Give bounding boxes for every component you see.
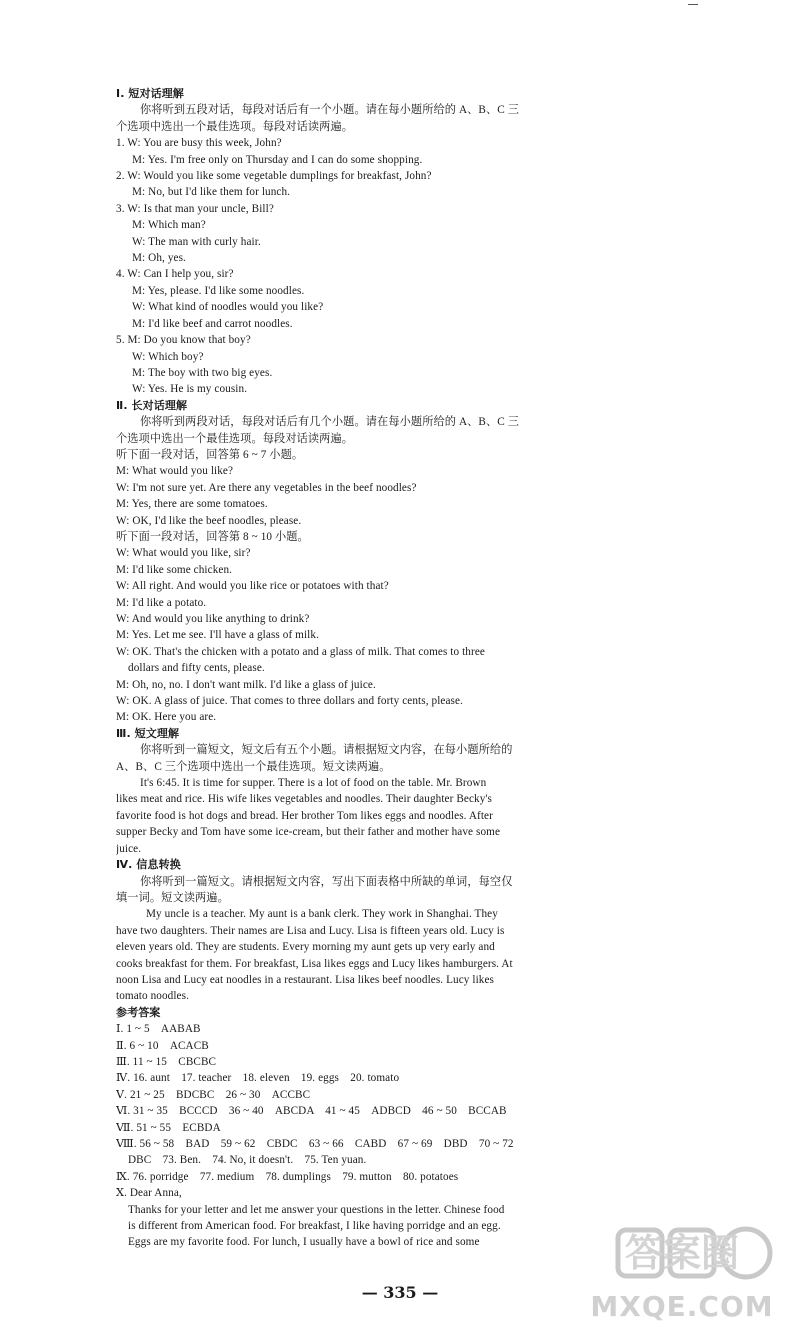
dialog-line: W: OK. That's the chicken with a potato and a glass of milk. That comes to three [116, 645, 485, 658]
passage-line: My uncle is a teacher. My aunt is a bank clerk. They work in Shanghai. They [146, 908, 498, 921]
dialog-line: W: The man with curly hair. [132, 235, 261, 248]
dialog-line: M: No, but I'd like them for lunch. [132, 186, 291, 199]
section2-heading: Ⅱ. 长对话理解 [116, 398, 188, 412]
answer-line: Ⅱ. 6 ~ 10 ACACB [116, 1039, 209, 1052]
watermark-logo-text: 答案圈 [624, 1231, 740, 1275]
dialog-line: M: I'd like some chicken. [116, 563, 233, 576]
dialog-line: W: Which boy? [132, 350, 204, 363]
passage-line: supper Becky and Tom have some ice-cream, but their father and mother have some [116, 826, 501, 839]
passage-line: have two daughters. Their names are Lisa and Lucy. Lisa is fifteen years old. Lucy is [116, 924, 505, 937]
section4-heading: Ⅳ. 信息转换 [116, 858, 181, 872]
dialog-line: W: I'm not sure yet. Are there any vegetables in the beef noodles? [116, 481, 417, 494]
document-body [116, 86, 656, 1251]
passage-line: likes meat and rice. His wife likes vegetables and noodles. Their daughter Becky's [116, 793, 492, 806]
watermark-logo [560, 1222, 796, 1326]
dialog-line: W: All right. And would you like rice or potatoes with that? [116, 580, 389, 593]
dialog-line: W: Yes. He is my cousin. [132, 383, 248, 396]
answer-line: Ⅷ. 56 ~ 58 BAD 59 ~ 62 CBDC 63 ~ 66 CABD 67 ~ 69 DBD 70 ~ 72 [116, 1138, 514, 1150]
dialog-line: 5. M: Do you know that boy? [116, 334, 251, 347]
letter-line: Thanks for your letter and let me answer your questions in the letter. Chinese food [128, 1203, 505, 1216]
dialog-line: 2. W: Would you like some vegetable dumplings for breakfast, John? [116, 170, 432, 183]
section1-instruction: 你将听到五段对话，每段对话后有一个小题。请在每小题所给的 A、B、C 三 [140, 104, 520, 117]
passage-line: tomato noodles. [116, 990, 189, 1003]
letter-line: Eggs are my favorite food. For lunch, I usually have a bowl of rice and some [128, 1236, 480, 1249]
dialog-line: M: The boy with two big eyes. [132, 366, 273, 379]
passage-line: It's 6:45. It is time for supper. There is a lot of food on the table. Mr. Brown [140, 777, 487, 790]
section3-heading: Ⅲ. 短文理解 [116, 726, 180, 740]
dialog-line: M: Oh, no, no. I don't want milk. I'd like a glass of juice. [116, 678, 376, 691]
dialog-line: W: What kind of noodles would you like? [132, 301, 324, 314]
letter-line: is different from American food. For breakfast, I like having porridge and an egg. [128, 1220, 501, 1233]
dialog-line: M: Which man? [132, 219, 206, 232]
dialog-line: dollars and fifty cents, please. [128, 662, 265, 675]
dialog-line: M: What would you like? [116, 465, 234, 478]
answer-line: Ⅴ. 21 ~ 25 BDCBC 26 ~ 30 ACCBC [116, 1088, 311, 1101]
answer-line: Ⅵ. 31 ~ 35 BCCCD 36 ~ 40 ABCDA 41 ~ 45 ADBCD 46 ~ 50 BCCAB [116, 1105, 507, 1118]
dialog-line: M: Yes, there are some tomatoes. [116, 498, 268, 511]
section2-subheading: 听下面一段对话，回答第 8 ~ 10 小题。 [116, 530, 309, 543]
dialog-line: 4. W: Can I help you, sir? [116, 268, 234, 281]
dialog-line: M: I'd like beef and carrot noodles. [132, 317, 293, 330]
answer-line: Ⅶ. 51 ~ 55 ECBDA [116, 1121, 221, 1134]
section1-heading: Ⅰ. 短对话理解 [116, 87, 184, 100]
section4-instruction: 填一词。短文读两遍。 [116, 891, 229, 904]
passage-line: eleven years old. They are students. Every morning my aunt gets up very early and [116, 941, 495, 954]
passage-line: cooks breakfast for them. For breakfast, Lisa likes eggs and Lucy likes hamburgers. At [116, 957, 513, 970]
dialog-line: W: And would you like anything to drink? [116, 613, 310, 625]
section2-instruction: 个选项中选出一个最佳选项。每段对话读两遍。 [116, 432, 354, 445]
passage-line: favorite food is hot dogs and bread. Her brother Tom likes eggs and noodles. After [116, 809, 493, 822]
dialog-line: M: Oh, yes. [132, 252, 186, 265]
section3-instruction: 你将听到一篇短文，短文后有五个小题。请根据短文内容，在每小题所给的 [140, 744, 513, 757]
dialog-line: M: Yes. Let me see. I'll have a glass of milk. [116, 629, 319, 642]
top-mark [688, 4, 698, 5]
section2-instruction: 你将听到两段对话，每段对话后有几个小题。请在每小题所给的 A、B、C 三 [140, 416, 520, 429]
answer-line: Ⅰ. 1 ~ 5 AABAB [116, 1023, 201, 1036]
page-number: — 335 — [361, 1283, 439, 1302]
dialog-line: M: Yes, please. I'd like some noodles. [132, 284, 305, 297]
answer-line: Ⅳ. 16. aunt 17. teacher 18. eleven 19. eggs 20. tomato [116, 1072, 400, 1085]
passage-line: noon Lisa and Lucy eat noodles in a restaurant. Lisa likes beef noodles. Lucy likes [116, 973, 495, 986]
dialog-line: M: I'd like a potato. [116, 596, 207, 609]
dialog-line: M: Yes. I'm free only on Thursday and I can do some shopping. [132, 153, 423, 166]
dialog-line: W: What would you like, sir? [116, 547, 251, 560]
answer-line: Ⅹ. Dear Anna, [116, 1187, 182, 1200]
answer-line: DBC 73. Ben. 74. No, it doesn't. 75. Ten yuan. [128, 1154, 367, 1167]
section3-instruction: A、B、C 三个选项中选出一个最佳选项。短文读两遍。 [116, 760, 391, 773]
answer-line: Ⅸ. 76. porridge 77. medium 78. dumplings 79. mutton 80. potatoes [116, 1170, 459, 1183]
dialog-line: 1. W: You are busy this week, John? [116, 137, 282, 150]
dialog-line: W: OK. A glass of juice. That comes to three dollars and forty cents, please. [116, 695, 463, 708]
dialog-line: M: OK. Here you are. [116, 711, 217, 724]
dialog-line: 3. W: Is that man your uncle, Bill? [116, 202, 274, 215]
dialog-line: W: OK, I'd like the beef noodles, please. [116, 514, 302, 527]
passage-line: juice. [116, 842, 142, 855]
answer-line: Ⅲ. 11 ~ 15 CBCBC [116, 1055, 217, 1068]
section1-instruction: 个选项中选出一个最佳选项。每段对话读两遍。 [116, 120, 354, 133]
watermark-url-text: MXQE.COM [590, 1290, 774, 1323]
answers-heading: 参考答案 [116, 1005, 161, 1019]
section2-subheading: 听下面一段对话，回答第 6 ~ 7 小题。 [116, 448, 304, 461]
section4-instruction: 你将听到一篇短文。请根据短文内容，写出下面表格中所缺的单词，每空仅 [140, 875, 513, 888]
